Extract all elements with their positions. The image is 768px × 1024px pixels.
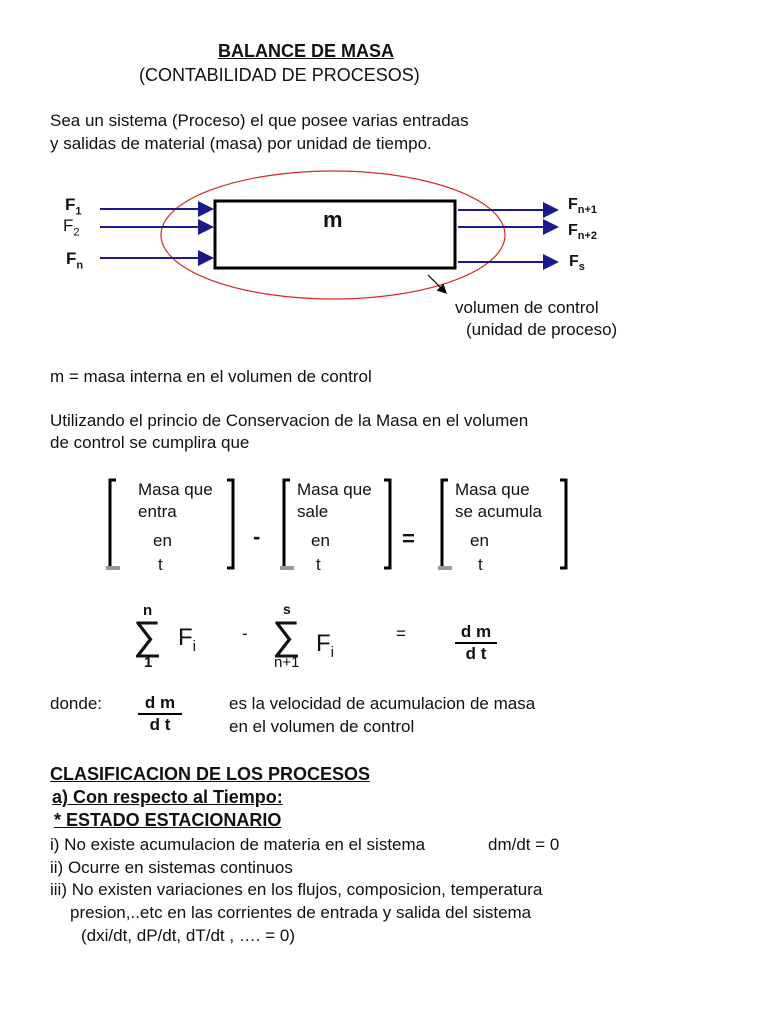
equation-equals: = [396,624,406,643]
sum1-upper-limit: n [143,602,153,619]
intro-line-2: y salidas de material (masa) por unidad de tiempo. [50,134,432,153]
where-fraction [138,693,182,735]
equation-minus: - [242,624,248,643]
term1-line1: Masa que [138,480,213,499]
term3-line3: en [470,531,489,550]
control-volume-label: volumen de control [455,298,599,317]
sum1-sigma-icon: ∑ [133,614,162,658]
input-label-1: $F_1$ [65,195,82,218]
rhs-denominator: d t [465,644,487,663]
principle-line-1: Utilizando el princio de Conservacion de la Masa en el volumen [50,411,529,430]
bracket-foot-2 [280,566,294,570]
sum2-term: $F_i$ [316,630,335,661]
sum2-sigma-icon: ∑ [272,614,301,658]
bracket-foot-1 [106,566,120,570]
term1-line4: t [158,555,163,574]
where-desc-2: en el volumen de control [229,717,415,736]
output-label-n1: $F_{n+1}$ [568,196,598,217]
steady-item-1-equation: dm/dt = 0 [488,835,560,854]
control-volume-sublabel: (unidad de proceso) [466,320,618,339]
bracket-left-1 [110,480,116,568]
balance-equals: = [402,526,415,551]
definition-m: m = masa interna en el volumen de control [50,367,372,386]
where-numerator: d m [138,693,182,715]
output-label-s: $F_s$ [569,253,585,274]
term1-line3: en [153,531,172,550]
term2-line1: Masa que [297,480,372,499]
term3-line2: se acumula [455,502,542,521]
steady-item-2: ii) Ocurre en sistemas continuos [50,858,293,877]
term2-line4: t [316,555,321,574]
where-denominator: d t [149,715,171,734]
intro-line-1: Sea un sistema (Proceso) el que posee varias entradas [50,111,469,130]
term2-line3: en [311,531,330,550]
principle-line-2: de control se cumplira que [50,433,250,452]
term3-line4: t [478,555,483,574]
bracket-foot-3 [438,566,452,570]
sum1-lower-limit: 1 [144,654,153,671]
classification-sub-a: a) Con respecto al Tiempo: [52,787,283,807]
bracket-left-3 [442,480,448,568]
classification-heading: CLASIFICACION DE LOS PROCESOS [50,764,371,784]
where-label: donde: [50,694,102,713]
box-label-m: m [323,207,343,232]
steady-item-3-line3: (dxi/dt, dP/dt, dT/dt , …. = 0) [81,926,296,945]
sum1-term: $F_i$ [178,624,197,655]
input-label-n: $F_n$ [66,249,84,272]
steady-item-3-line2: presion,..etc en las corrientes de entrada y salida del sistema [70,903,532,922]
where-desc-1: es la velocidad de acumulacion de masa [229,694,536,713]
bracket-right-1 [227,480,233,568]
rhs-numerator: d m [455,622,497,644]
sum2-lower-limit: n+1 [274,654,300,671]
page-title: BALANCE DE MASA [218,41,395,61]
page-subtitle: (CONTABILIDAD DE PROCESOS) [139,65,420,85]
steady-item-3-line1: iii) No existen variaciones en los flujos, composicion, temperatura [50,880,543,899]
rhs-fraction [455,622,497,664]
bracket-right-3 [560,480,566,568]
input-label-2: $F_2$ [63,216,80,239]
balance-minus: - [253,524,261,549]
sum2-upper-limit: s [283,601,291,617]
bracket-right-2 [384,480,390,568]
term2-line2: sale [297,502,329,521]
steady-item-1: i) No existe acumulacion de materia en el sistema [50,835,426,854]
bracket-left-2 [284,480,290,568]
term3-line1: Masa que [455,480,530,499]
steady-state-heading: * ESTADO ESTACIONARIO [54,810,282,830]
output-label-n2: $F_{n+2}$ [568,222,598,243]
term1-line2: entra [138,502,177,521]
